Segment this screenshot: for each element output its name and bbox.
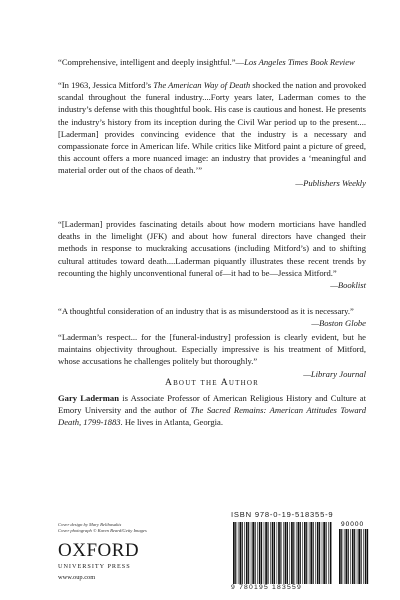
barcode-bar	[296, 522, 297, 584]
barcode-bar	[270, 522, 271, 584]
publisher-subtitle: UNIVERSITY PRESS	[58, 563, 131, 570]
barcode-bar	[365, 529, 367, 584]
barcode-bar	[267, 522, 268, 584]
barcode-bar	[277, 522, 278, 584]
review-text-part: shocked the nation and provoked scandal throughout the funeral industry....Forty years later, Laderman comes to the industry’s defense with this thoughtful book. His case is cautious and honest. He presents the industry’s history from its inception during the Civil War period up to the present....[Laderman] provides convincing evidence that the industry is a necessary and compassionate force in American life. While critics like Mitford paint a picture of greed, this account offers a more nuanced image: an industry that provides a ‘meaningful and material order out of the chaos of death.’”	[58, 80, 367, 176]
barcode-bar	[248, 522, 249, 584]
barcode-bar	[261, 522, 262, 584]
author-bio	[58, 392, 366, 429]
barcode-bar	[361, 529, 362, 584]
barcode-bar	[302, 522, 303, 584]
bio-text-part: is Associate Professor of American Religious History and Culture at Emory University and the author of	[58, 393, 366, 416]
review-publishers-weekly	[58, 79, 366, 189]
barcode-bar	[246, 522, 248, 584]
barcode-bar	[358, 529, 360, 584]
barcode-bar	[283, 522, 284, 584]
barcode-bar	[363, 529, 364, 584]
publisher-logo: OXFORD	[58, 540, 140, 561]
review-library-journal	[58, 331, 366, 380]
barcode-bar	[352, 529, 354, 584]
barcode-bar	[319, 522, 320, 584]
barcode-number: 9 780195 183559	[231, 584, 302, 591]
review-text	[58, 219, 366, 278]
barcode-bar	[317, 522, 319, 584]
bio-text-part: The Sacred Remains: American Attitudes Toward Death, 1799-1883	[58, 405, 366, 428]
barcode-bar	[238, 522, 239, 584]
review-text	[58, 57, 355, 67]
barcode-bar	[323, 522, 325, 584]
barcode-bar	[289, 522, 290, 584]
barcode-addon-bars	[339, 529, 368, 584]
review-attribution: —Booklist	[330, 280, 366, 291]
barcode-bar	[242, 522, 243, 584]
barcode-bar	[252, 522, 254, 584]
barcode	[231, 520, 371, 586]
cover-photo-credit: Cover photograph © Karen Beard/Getty Images	[58, 528, 147, 533]
author-name: Gary Laderman	[58, 393, 119, 403]
barcode-bar	[264, 522, 265, 584]
bio-text-part: . He lives in Atlanta, Georgia.	[120, 417, 224, 428]
barcode-bar	[344, 529, 345, 584]
barcode-bar	[255, 522, 256, 584]
cover-design-credit: Cover design by Mary Belibasakis	[58, 522, 122, 527]
review-attribution: —Library Journal	[303, 368, 366, 379]
barcode-bar	[304, 522, 306, 584]
review-text-part: The American Way of Death	[153, 80, 251, 90]
about-author-heading: About the Author	[164, 377, 260, 388]
publisher-url: www.oup.com	[58, 574, 96, 581]
barcode-bar	[298, 522, 300, 584]
barcode-bar	[265, 522, 267, 584]
barcode-bar	[235, 522, 236, 584]
cover-credits	[58, 522, 147, 534]
barcode-bar	[274, 522, 275, 584]
barcode-bar	[287, 522, 288, 584]
barcode-addon-number: 90000	[341, 521, 365, 528]
barcode-bar	[291, 522, 293, 584]
review-text-part: “Comprehensive, intelligent and deeply insightful.”—	[58, 57, 245, 67]
review-text-part: “A thoughtful consideration of an industry that is as misunderstood as it is necessary.”	[58, 306, 354, 316]
barcode-bar	[259, 522, 261, 584]
barcode-bar	[367, 529, 368, 584]
barcode-bar	[322, 522, 323, 584]
review-text-part: “Laderman’s respect... for the [funeral-industry] profession is clearly evident, but he maintains objectivity throughout. Especially impressive is his treatment of Mitford, whose accusations he challenges politely but thoroughly.”	[58, 332, 366, 367]
barcode-bar	[315, 522, 316, 584]
barcode-bar	[328, 522, 329, 584]
barcode-bar	[357, 529, 358, 584]
barcode-bar	[326, 522, 327, 584]
barcode-bar	[251, 522, 252, 584]
review-text-part: Los Angeles Times Book Review	[244, 57, 355, 67]
review-booklist	[58, 218, 366, 291]
review-la-times	[58, 56, 366, 68]
barcode-bar	[313, 522, 314, 584]
barcode-bar	[339, 529, 341, 584]
review-text-part: “[Laderman] provides fascinating details about how modern morticians have handled deaths in the limelight (JFK) and about how funeral directors have changed their methods in response to muckraking accusations (including Mitford’s) and to shifting cultural attitudes toward death....Laderman piquantly illustrates these recent trends by recounting the highly unconventional funeral of—it had to be—Jessica Mitford.”	[58, 219, 366, 278]
review-text-part: “In 1963, Jessica Mitford’s	[58, 80, 154, 90]
barcode-bar	[341, 529, 342, 584]
barcode-bar	[300, 522, 301, 584]
barcode-bar	[257, 522, 258, 584]
review-boston-globe	[58, 305, 366, 329]
barcode-bar	[293, 522, 294, 584]
barcode-bar	[233, 522, 235, 584]
barcode-bars	[233, 522, 331, 584]
barcode-bar	[278, 522, 280, 584]
barcode-bar	[354, 529, 355, 584]
barcode-bar	[350, 529, 351, 584]
barcode-bar	[280, 522, 281, 584]
barcode-bar	[239, 522, 241, 584]
barcode-bar	[285, 522, 287, 584]
barcode-bar	[348, 529, 349, 584]
barcode-bar	[272, 522, 274, 584]
review-attribution: —Boston Globe	[311, 318, 366, 329]
barcode-bar	[310, 522, 312, 584]
barcode-bar	[244, 522, 245, 584]
barcode-bar	[330, 522, 332, 584]
review-text	[58, 332, 366, 366]
review-attribution: —Publishers Weekly	[295, 177, 366, 188]
review-text	[58, 306, 354, 316]
barcode-bar	[345, 529, 347, 584]
barcode-bar	[309, 522, 310, 584]
review-text	[58, 80, 366, 175]
isbn-label: ISBN 978-0-19-518355-9	[231, 510, 334, 519]
barcode-bar	[306, 522, 307, 584]
